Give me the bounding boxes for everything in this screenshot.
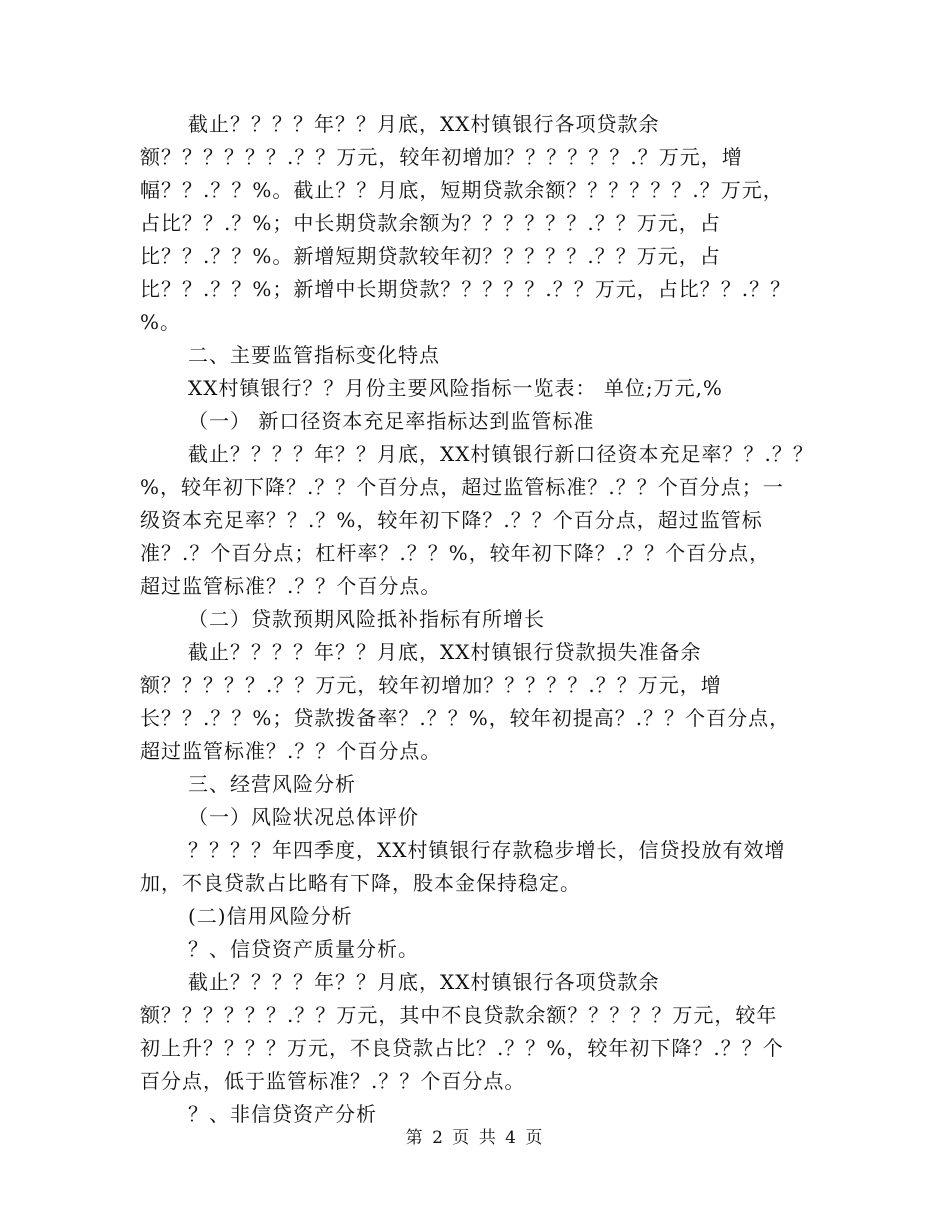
subsection-heading: (二)信用风险分析 [188,904,353,928]
body-line: 加，不良贷款占比略有下降，股本金保持稳定。 [140,871,581,895]
body-line: 级资本充足率？？.？%，较年初下降？.？？个百分点，超过监管标 [140,508,763,532]
subsection-heading: （一） 新口径资本充足率指标达到监管标准 [188,409,595,433]
body-line: 截止？？？？年？？月底，XX村镇银行新口径资本充足率？？.？？ [188,442,814,466]
body-line: 额？？？？？？.？？万元，较年初增加？？？？？？.？万元，增 [140,145,743,169]
body-line: ？？？？年四季度，XX村镇银行存款稳步增长，信贷投放有效增 [188,838,786,862]
body-line: 准？.？个百分点；杠杆率？.？？%，较年初下降？.？？个百分点， [140,541,771,565]
body-line: 初上升？？？？万元，不良贷款占比？.？？%，较年初下降？.？？个 [140,1036,784,1060]
body-line: 截止？？？？年？？月底，XX村镇银行各项贷款余 [188,112,660,136]
subsection-heading: ？、信贷资产质量分析。 [188,937,419,961]
section-heading: 三、经营风险分析 [188,772,356,796]
body-line: %，较年初下降？.？？个百分点，超过监管标准？.？？个百分点；一 [140,475,784,499]
body-line: 百分点，低于监管标准？.？？个百分点。 [140,1069,526,1093]
page-number-footer: 第 2 页 共 4 页 [405,1128,545,1148]
body-line: 截止？？？？年？？月底，XX村镇银行贷款损失准备余 [188,640,702,664]
body-line: 额？？？？？.？？万元，较年初增加？？？？？.？？万元，增 [140,673,722,697]
body-line: 超过监管标准？.？？个百分点。 [140,574,442,598]
body-line: 比？？.？？%。新增短期贷款较年初？？？？？.？？万元，占 [140,244,721,268]
subsection-heading: ？、非信贷资产分析 [188,1102,377,1126]
body-line: 占比？？.？%；中长期贷款余额为？？？？？？.？？万元，占 [140,211,721,235]
subsection-heading: （一）风险状况总体评价 [188,805,419,829]
table-caption: XX村镇银行？？月份主要风险指标一览表： 单位;万元,% [188,376,723,400]
body-line: 额？？？？？？.？？万元，其中不良贷款余额？？？？？万元，较年 [140,1003,778,1027]
section-heading: 二、主要监管指标变化特点 [188,343,440,367]
body-line: 幅？？.？？%。截止？？月底，短期贷款余额？？？？？？.？万元， [140,178,784,202]
body-line: 长？？.？？%；贷款拨备率？.？？%，较年初提高？.？？个百分点， [140,706,791,730]
body-line: 截止？？？？年？？月底，XX村镇银行各项贷款余 [188,970,660,994]
body-line: 超过监管标准？.？？个百分点。 [140,739,442,763]
body-line: 比？？.？？%；新增中长期贷款？？？？？.？？万元，占比？？.？？ [140,277,792,301]
subsection-heading: （二）贷款预期风险抵补指标有所增长 [188,607,545,631]
body-line: %。 [140,310,182,334]
